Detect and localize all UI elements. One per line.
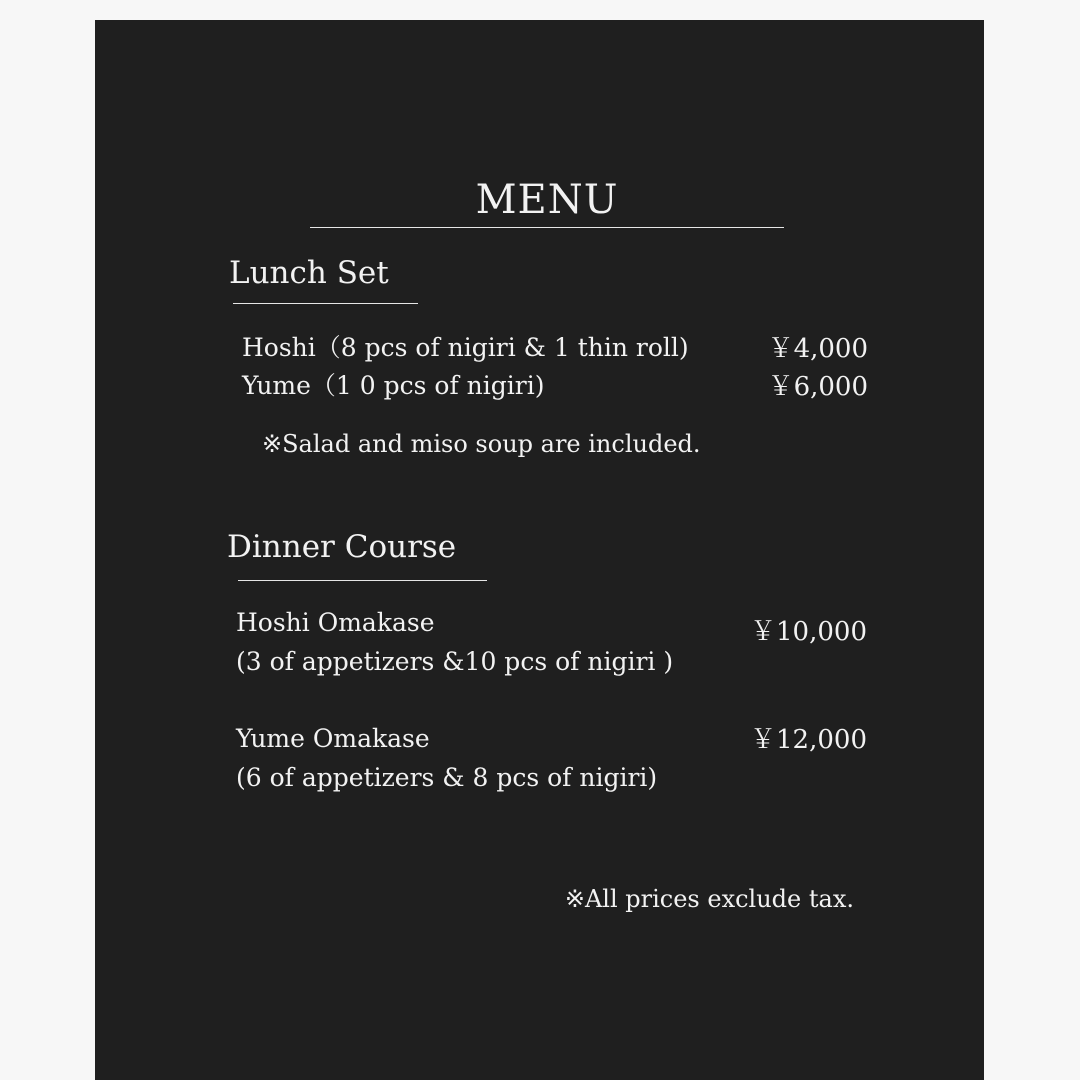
- dinner-item-yume-omakase-detail: (6 of appetizers & 8 pcs of nigiri): [236, 763, 658, 792]
- title-underline: [310, 227, 784, 228]
- dinner-item-hoshi-omakase-price: ￥10,000: [750, 617, 867, 647]
- menu-board: [95, 20, 984, 1080]
- dinner-item-hoshi-omakase: Hoshi Omakase: [236, 608, 435, 637]
- tax-note: ※All prices exclude tax.: [564, 885, 854, 913]
- dinner-course-heading: Dinner Course: [227, 529, 457, 565]
- lunch-item-yume-price: ￥6,000: [767, 372, 868, 402]
- dinner-item-yume-omakase: Yume Omakase: [236, 724, 430, 753]
- menu-title: MENU: [475, 177, 619, 223]
- dinner-item-yume-omakase-price: ￥12,000: [750, 725, 867, 755]
- lunch-set-heading: Lunch Set: [229, 255, 389, 291]
- lunch-item-hoshi-price: ￥4,000: [767, 334, 868, 364]
- lunch-item-hoshi: Hoshi（8 pcs of nigiri & 1 thin roll): [242, 333, 689, 362]
- lunch-item-yume: Yume（1 0 pcs of nigiri): [242, 371, 545, 400]
- lunch-set-underline: [233, 303, 418, 304]
- dinner-item-hoshi-omakase-detail: (3 of appetizers &10 pcs of nigiri ): [236, 647, 674, 676]
- lunch-set-note: ※Salad and miso soup are included.: [262, 430, 701, 458]
- dinner-course-underline: [238, 580, 487, 581]
